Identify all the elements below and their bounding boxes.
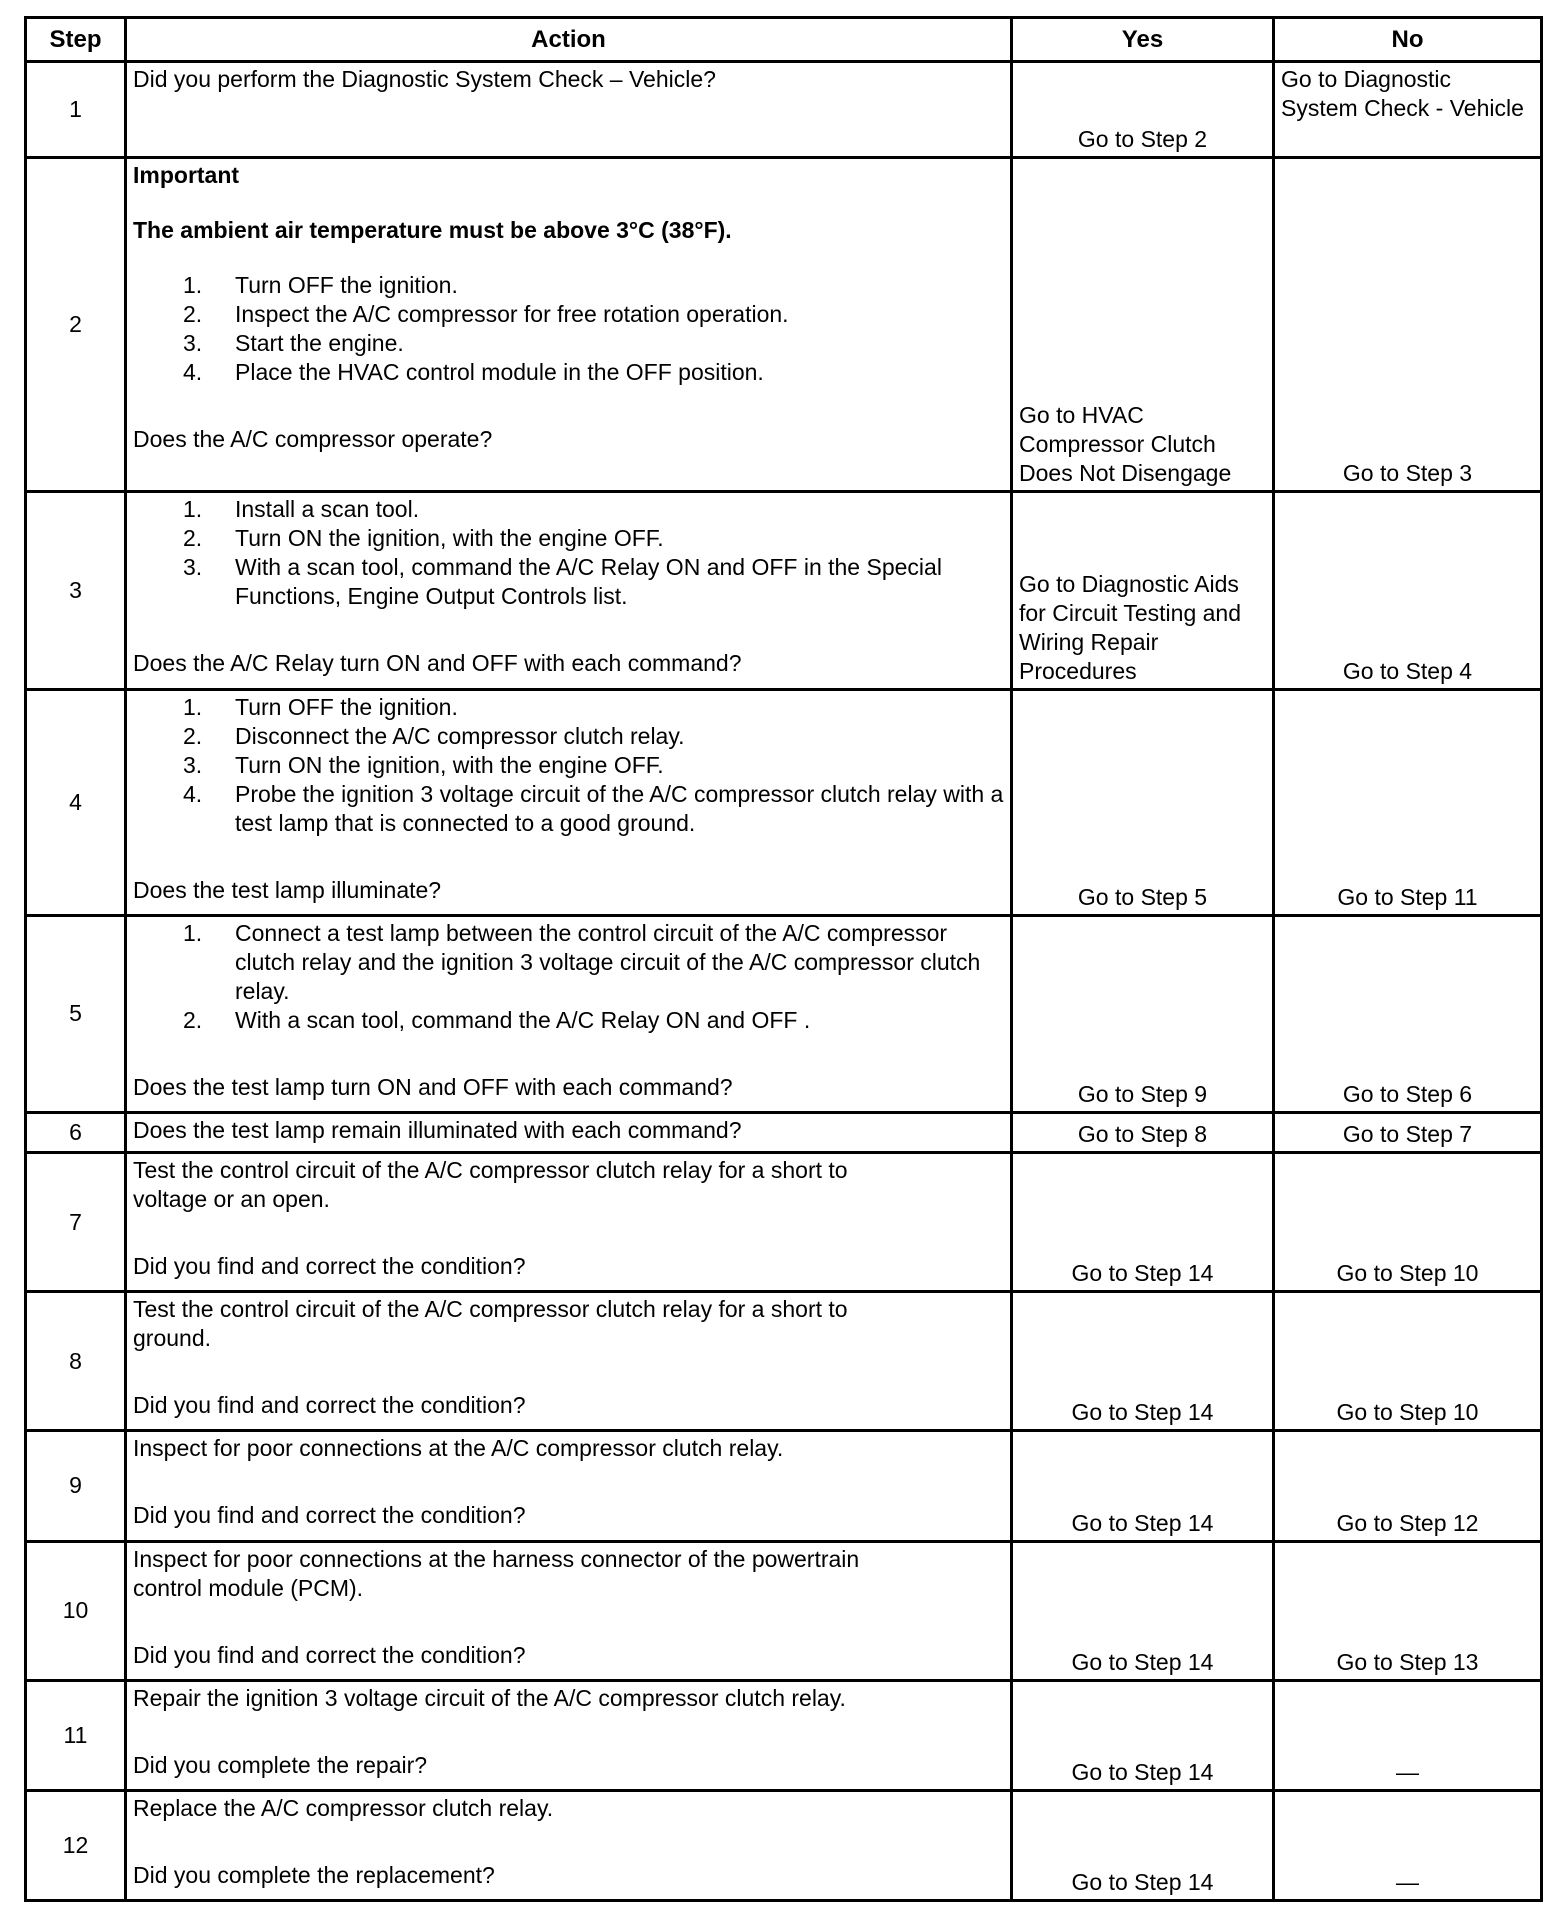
list-item: 2. Inspect the A/C compressor for free rotation operation. xyxy=(183,301,789,328)
yes-cell: Go to Step 14 xyxy=(1012,1541,1274,1680)
yes-cell: Go to Step 5 xyxy=(1012,689,1274,915)
header-row xyxy=(26,18,1542,62)
yes-cell: Go to Step 14 xyxy=(1012,1431,1274,1541)
action-question: Does the test lamp turn ON and OFF with each command? xyxy=(133,1073,733,1100)
header-no: No xyxy=(1274,18,1542,62)
no-cell: — xyxy=(1274,1680,1542,1790)
action-cell xyxy=(126,492,1012,689)
action-cell xyxy=(126,1680,1012,1790)
list-item: 1. Install a scan tool. xyxy=(183,496,420,523)
no-cell: Go to Step 3 xyxy=(1274,158,1542,492)
step-number: 8 xyxy=(26,1292,126,1431)
no-cell: — xyxy=(1274,1790,1542,1900)
action-text: Test the control circuit of the A/C compressor clutch relay for a short to ground. xyxy=(133,1296,848,1352)
action-text: Test the control circuit of the A/C compressor clutch relay for a short to voltage or an open. xyxy=(133,1157,848,1213)
table-row xyxy=(26,492,1542,689)
step-number: 3 xyxy=(26,492,126,689)
list-item: 4. Place the HVAC control module in the OFF position. xyxy=(183,359,764,386)
action-cell xyxy=(126,1431,1012,1541)
action-question: Did you complete the replacement? xyxy=(133,1861,495,1888)
list-item: 4. Probe the ignition 3 voltage circuit of the A/C compressor clutch relay with a test lamp that is connected to a good ground. xyxy=(183,780,1004,836)
action-cell xyxy=(126,1113,1012,1153)
yes-cell: Go to Step 14 xyxy=(1012,1680,1274,1790)
action-question: Did you find and correct the condition? xyxy=(133,1641,526,1668)
table-row xyxy=(26,689,1542,915)
action-question: Did you find and correct the condition? xyxy=(133,1502,526,1529)
no-cell: Go to Step 6 xyxy=(1274,915,1542,1112)
action-cell xyxy=(126,158,1012,492)
yes-cell: Go to HVAC Compressor Clutch Does Not Disengage xyxy=(1012,158,1274,492)
list-item: 3. Start the engine. xyxy=(183,330,404,357)
yes-cell: Go to Step 9 xyxy=(1012,915,1274,1112)
list-item: 3. With a scan tool, command the A/C Relay ON and OFF in the Special Functions, Engine Output Controls list. xyxy=(183,554,942,610)
action-question: Does the A/C Relay turn ON and OFF with each command? xyxy=(133,650,742,677)
step-number: 10 xyxy=(26,1541,126,1680)
step-number: 7 xyxy=(26,1153,126,1292)
yes-cell: Go to Diagnostic Aids for Circuit Testing and Wiring Repair Procedures xyxy=(1012,492,1274,689)
no-cell: Go to Step 10 xyxy=(1274,1292,1542,1431)
header-yes: Yes xyxy=(1012,18,1274,62)
action-text: Replace the A/C compressor clutch relay. xyxy=(133,1794,554,1821)
no-cell: Go to Step 13 xyxy=(1274,1541,1542,1680)
step-number: 1 xyxy=(26,62,126,158)
list-item: 3. Turn ON the ignition, with the engine OFF. xyxy=(183,751,664,778)
important-label: Important xyxy=(133,162,240,189)
step-number: 2 xyxy=(26,158,126,492)
step-number: 9 xyxy=(26,1431,126,1541)
list-item: 2. Turn ON the ignition, with the engine OFF. xyxy=(183,525,664,552)
yes-cell: Go to Step 8 xyxy=(1012,1113,1274,1153)
list-item: 1. Turn OFF the ignition. xyxy=(183,693,458,720)
action-question: Does the test lamp illuminate? xyxy=(133,876,442,903)
no-cell: Go to Step 7 xyxy=(1274,1113,1542,1153)
action-text: Inspect for poor connections at the harness connector of the powertrain control module (PCM). xyxy=(133,1545,860,1601)
action-question: Did you perform the Diagnostic System Check – Vehicle? xyxy=(133,66,716,92)
action-question: Did you complete the repair? xyxy=(133,1751,428,1778)
action-text: Inspect for poor connections at the A/C compressor clutch relay. xyxy=(133,1435,784,1462)
table-row xyxy=(26,1680,1542,1790)
action-cell xyxy=(126,1541,1012,1680)
table-row xyxy=(26,1113,1542,1153)
table-row xyxy=(26,1292,1542,1431)
yes-cell: Go to Step 14 xyxy=(1012,1292,1274,1431)
yes-cell: Go to Step 2 xyxy=(1012,62,1274,158)
table-row xyxy=(26,1541,1542,1680)
table-row xyxy=(26,1431,1542,1541)
step-number: 5 xyxy=(26,915,126,1112)
no-cell: Go to Diagnostic System Check - Vehicle xyxy=(1274,62,1542,158)
step-number: 4 xyxy=(26,689,126,915)
yes-cell: Go to Step 14 xyxy=(1012,1790,1274,1900)
action-steps-list xyxy=(133,919,1004,1035)
table-row xyxy=(26,915,1542,1112)
action-text: Repair the ignition 3 voltage circuit of the A/C compressor clutch relay. xyxy=(133,1684,846,1711)
action-cell xyxy=(126,1790,1012,1900)
action-question: Did you find and correct the condition? xyxy=(133,1253,526,1280)
action-cell xyxy=(126,62,1012,158)
action-cell xyxy=(126,915,1012,1112)
no-cell: Go to Step 12 xyxy=(1274,1431,1542,1541)
action-cell xyxy=(126,1292,1012,1431)
table-row xyxy=(26,1153,1542,1292)
list-item: 2. With a scan tool, command the A/C Relay ON and OFF . xyxy=(183,1006,811,1033)
yes-cell: Go to Step 14 xyxy=(1012,1153,1274,1292)
no-cell: Go to Step 10 xyxy=(1274,1153,1542,1292)
action-cell xyxy=(126,689,1012,915)
important-note: The ambient air temperature must be above 3°C (38°F). xyxy=(133,217,732,244)
no-cell: Go to Step 11 xyxy=(1274,689,1542,915)
action-steps-list xyxy=(133,271,1004,387)
header-step: Step xyxy=(26,18,126,62)
step-number: 12 xyxy=(26,1790,126,1900)
action-question: Did you find and correct the condition? xyxy=(133,1392,526,1419)
diagnostic-table xyxy=(24,16,1543,1902)
action-steps-list xyxy=(133,693,1004,838)
list-item: 1. Turn OFF the ignition. xyxy=(183,272,458,299)
action-steps-list xyxy=(133,495,1004,611)
action-cell xyxy=(126,1153,1012,1292)
table-row xyxy=(26,62,1542,158)
no-cell: Go to Step 4 xyxy=(1274,492,1542,689)
header-action: Action xyxy=(126,18,1012,62)
table-row xyxy=(26,1790,1542,1900)
step-number: 11 xyxy=(26,1680,126,1790)
action-question: Does the test lamp remain illuminated with each command? xyxy=(133,1117,742,1144)
list-item: 2. Disconnect the A/C compressor clutch relay. xyxy=(183,722,685,749)
list-item: 1. Connect a test lamp between the control circuit of the A/C compressor clutch relay and the ignition 3 voltage circuit of the A/C compressor clutch relay. xyxy=(183,919,981,1004)
step-number: 6 xyxy=(26,1113,126,1153)
table-row xyxy=(26,158,1542,492)
action-question: Does the A/C compressor operate? xyxy=(133,426,493,453)
